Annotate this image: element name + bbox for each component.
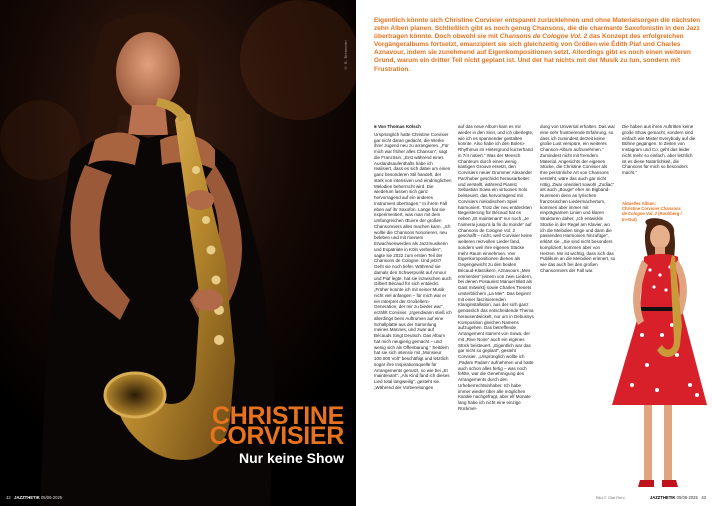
magazine-name-right: JAZZTHETIK	[649, 495, 676, 500]
caption-album: Chansons de Cologne Vol. 2	[622, 206, 681, 217]
caption-label-info: (Rouhberg / In+Out)	[622, 211, 682, 222]
byline: ■ Von Thomas Kölsch	[374, 124, 452, 130]
text-column-2	[458, 124, 534, 412]
article-lead	[374, 17, 706, 74]
portrait-photo	[602, 215, 712, 495]
portrait-credit: Bild © Olaf Rehl	[596, 495, 625, 500]
column-4-text: Die haben aus ihren Auftritten keine große Show gemacht, sondern sind einfach wie Mister Everybody auf die Bühne gegangen. In Zeiten von Instagram und Co. geht das leider nicht mehr so einfach, aber letztlich ist es diese Natürlichkeit, die Chansons für mich so besonders macht.“	[622, 124, 696, 175]
page-number-right: 43	[701, 495, 706, 500]
issue-right: 05/06-2025	[676, 495, 698, 500]
headline-name-line1: CHRISTINE	[211, 402, 344, 430]
caption-artist: Christine Corvisier	[622, 206, 661, 212]
page-number-left: 42	[6, 495, 11, 500]
photo-credit: © B. Bielmeier	[343, 40, 348, 71]
lead-album-title: Chansons de Cologne Vol. 2	[499, 33, 588, 41]
text-column-1	[374, 124, 452, 391]
text-column-4	[622, 124, 698, 176]
lead-text-1: Eigentlich könnte sich Christine Corvisier entspannt zurücklehnen und ohne Materialsorgen die nächsten zehn Alben planen. Schließlich gibt es noch genug Chansons, die die charmante Saxofonistin in den Jazz übertragen könnte. Doch obwohl sie mit	[374, 17, 701, 41]
footer-left	[6, 495, 62, 500]
headline-subtitle: Nur keine Show	[238, 450, 344, 466]
column-3-text: dung von Universal erhalten. Das war eine sehr frustrierende Erfahrung, so dass ich zumindest derzeit keine große Lust verspüre, ein weiteres Chanson-Album aufzunehmen.“ Zumindest nicht mit fremdem Material. Angesichts der eigenen Stücke, die Christine Corvisier als Ihre persönliche Art von Chansons versteht, wäre das auch gar nicht nötig. Zwar orientiert sowohl „Zodiac“ als auch „Bouge“ eher an Bigband-Nummern denn an lyrischen französischen Liedermachertum, kommen aber immer mit einprägsamen Linien und klaren Strukturen daher. „Ich entwickle Stücke in der Regel am Klavier, wo ich die Melodien singe und dann die passenden Harmonien hinzufüge“, erklärt sie. „Sie sind nicht besonders kompliziert, kommen aber von Herzen. Mir ist wichtig, dass sich das Publikum an die Melodien erinnert, so wie das auch bei den großen Chansonniers der Fall war.	[540, 124, 616, 273]
column-1-text: Ursprünglich hatte Christine Corvisier gar nicht daran gedacht, die Werke ihrer Jugend neu zu arrangieren. „Für mich war früher alles Chanson“, sagt die Französin. „Erst während eines Auslandsaufenthalts habe ich realisiert, dass es sich dabei um einen ganz besonderen Stil handelt, der stark von intensiven und eindringlichen Melodien beherrscht wird. Die wiederum lassen sich ganz hervorragend auf ein anderes Instrument übertragen.“ In ihrem Fall eben auf ihr Saxofon. Lange hat sie experimentiert, was man mit dem umfangreichen Œuvre der großen Chansonniers alles machen kann. „Ich wollte die Chansons honorieren, neu beleben und mit meinem Erwachsenwerden als Jazzmusikerin und Expatriate in Köln verbinden“, sagte sie 2022 zum ersten Teil der Chansons de Cologne. Und jetzt? Geht sie noch tiefer. Während sie damals den Schwerpunkt auf Amour und Piaf legte, hat sie inzwischen auch Gilbert Bécaud für sich entdeckt. „Früher konnte ich mit seiner Musik nicht viel anfangen – für mich war er ein Interpret der Großeltern-Generation, der mir zu bieder war“, erzählt Corvisier. „Irgendwann stieß ich allerdings beim Auftrumen auf eine Schallplatte aus der Sammlung meines Mannes, und zwar auf Bécauds Singt Deutsch. Das Album hat mich neugierig gemacht – und wenig sich als Offenbarung.“ Seitdem hat sie sich intensiv mit „Monsieur 100.000 Volt“ beschäftigt und letztlich sogar ihre Inspirationsquelle für Arrangements genutzt, so wie bei „Et maintenant“. „Als Kind fand ich dieses Lied total langweilig“, gesteht sie. „Während der Vorbereitungen	[374, 131, 452, 390]
headline-name-line2: CORVISIER	[209, 422, 344, 450]
caption-label: Aktuelles Album:	[622, 201, 657, 206]
column-2-text: auf das neue Album kam es mir wieder in den Sinn, und ich überlegte, wie ich es spannender gestalten konnte. Also habe ich den Bolero-Rhythmus im Hintergrund kurzerhand in 7/4 notiert.“ Was der Mensch Chanteurs durch einen wenig kantigen Groove ersetzt, den Corvisiers neuer Drummer Alexander Parzhuber geschickt herausarbeitet und verstellt, während Pianist Sebastian Sowa ein virtuoses Solo beisteuert, das hervorragend mit Corvisiers melodischem Spiel harmoniert. Trotz der neu entdeckten Begeisterung für Bécaud hat es neben „Et maintenant“ nur noch „Je t’aimerai jusqu’à la fin du monde“ auf Chansons de Cologne Vol. 2 geschafft – nicht, weil Corvisier keine weiteren reizvollen Lieder fand, sondern weil ihre eigenen Stücke mehr Raum einnehmen. Vier Eigenkompositionen dienen als Gegengewicht zu den beiden Bécaud-Klassikern, Aznavours „Mes emmerdes“ (einem von zwei Liedern, bei denen Posaunist Manuel Blatt als Gast mitwirkt) sowie Charles Trenets unsterblichem „La Mer“. Das beginnt mit einer faszinierenden Klanginstallation, aus der sich ganz genüsslich das entscheidende Thema herausentwickelt, nur um in Debussys Komposition gleichen Namens aufzugehen. Das betreffende Arrangement stammt von Sowa, der mit „Rive Noire“ auch ein eigenes Stück beisteuert. „Eigentlich war das gar nicht so geplant“, gesteht Corvisier. „Ursprünglich wollte ich ‚Padam Padam‘ aufnehmen und hatte auch schon alles fertig – was noch fehlte, war die Genehmigung des Arrangements durch den Urheberrechtsinhaber. Ich habe immer wieder über alle möglichen Kanäle nachgefragt, aber elf Monate lang habe ich nicht eine einzige Rückmel-	[458, 124, 534, 411]
magazine-name-left: JAZZTHETIK	[14, 495, 40, 500]
article-headline	[209, 402, 344, 467]
lead-text-2: das Konzept des erfolgreichen Vorgängeralbums fortsetzt, emanzipiert sie sich gleichzeitig von Größen wie Édith Piaf und Charles Aznavour, indem sie zunehmend auf Eigenkompositionen setzt. Allerdings gibt es noch einen weiteren Grund, warum ein dritter Teil nicht geplant ist. Und der hat nichts mit der Musik zu tun, sondern mit Frustration.	[374, 33, 691, 73]
footer-right	[650, 495, 706, 500]
issue-left: 05/06-2025	[40, 495, 63, 500]
text-page	[356, 0, 712, 506]
